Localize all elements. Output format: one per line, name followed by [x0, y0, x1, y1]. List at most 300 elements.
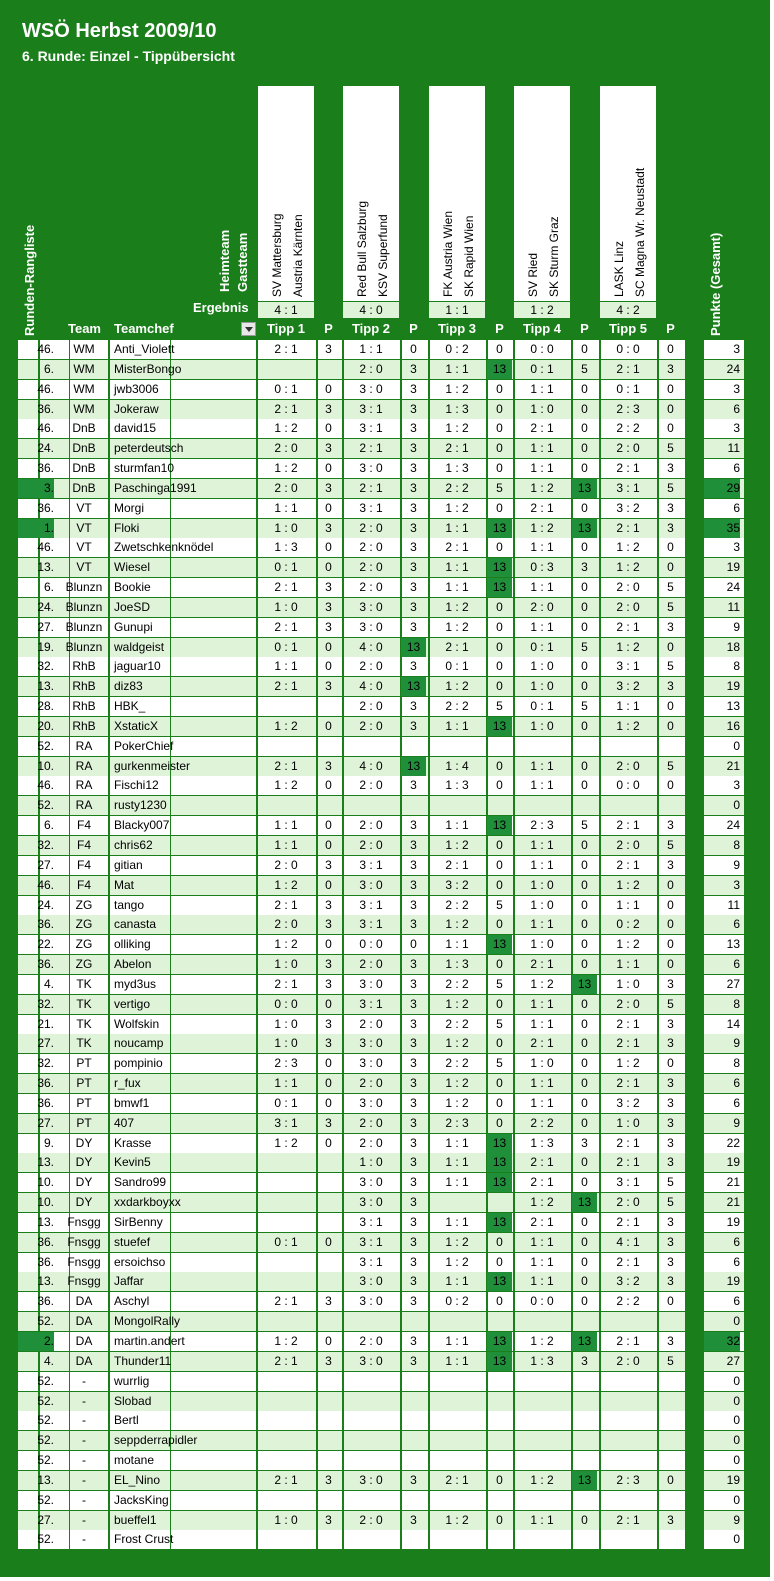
tipp-cell: 0 : 1 — [530, 362, 554, 376]
tipp-cell — [258, 1372, 314, 1391]
points-cell: 5 — [496, 977, 503, 991]
tipp-cell: 2 : 1 — [616, 1215, 640, 1229]
points-cell: 0 — [496, 957, 503, 971]
teamchef-cell: HBK_ — [114, 699, 146, 713]
team-cell: RA — [75, 759, 93, 773]
teamchef-cell: Wolfskin — [114, 1017, 160, 1031]
points-cell — [487, 1491, 512, 1510]
teamchef-cell: Floki — [114, 521, 140, 535]
team-cell: ZG — [75, 917, 93, 931]
teamchef-cell: david15 — [114, 421, 157, 435]
tipp-cell: 0 : 2 — [445, 342, 469, 356]
rank-cell: 36. — [37, 501, 54, 515]
points-cell: 3 — [410, 1215, 417, 1229]
total-points-cell: 6 — [733, 1235, 740, 1249]
team-cell: VT — [76, 560, 92, 574]
points-cell: 0 — [496, 778, 503, 792]
tipp-cell: 1 : 0 — [274, 600, 298, 614]
tipp-cell — [343, 1411, 399, 1430]
tipp-cell: 3 : 0 — [359, 1195, 383, 1209]
tipp-cell: 0 : 2 — [616, 917, 640, 931]
teamchef-cell: jwb3006 — [114, 382, 159, 396]
points-cell: 3 — [667, 1255, 674, 1269]
points-cell: 0 — [325, 501, 332, 515]
tipp-cell — [514, 737, 570, 756]
total-points-cell: 21 — [726, 759, 740, 773]
team-cell: - — [82, 1473, 86, 1487]
tipp-cell: 2 : 1 — [359, 481, 383, 495]
teamchef-cell: Abelon — [114, 957, 152, 971]
tipp-cell: 3 : 0 — [359, 620, 383, 634]
points-cell — [316, 1173, 341, 1192]
tipp-cell: 2 : 0 — [359, 1017, 383, 1031]
tipp-cell: 1 : 2 — [445, 600, 469, 614]
tipp-cell: 0 : 0 — [616, 342, 640, 356]
rank-cell: 6. — [43, 818, 54, 832]
points-cell: 13 — [487, 1134, 512, 1153]
team-cell: Blunzn — [65, 600, 103, 614]
points-cell: 3 — [325, 481, 332, 495]
teamchef-cell: Gunupi — [114, 620, 153, 634]
tipp-cell: 1 : 1 — [530, 441, 554, 455]
rank-cell: 13. — [37, 679, 54, 693]
tipp-cell: 3 : 1 — [359, 858, 383, 872]
rank-cell: 52. — [37, 1433, 54, 1447]
points-cell: 0 — [581, 838, 588, 852]
away-team-label: SK Rapid Wien — [462, 215, 476, 297]
tipp-cell: 0 : 0 — [616, 778, 640, 792]
tipp-cell: 4 : 1 — [616, 1235, 640, 1249]
points-cell: 3 — [410, 1473, 417, 1487]
points-cell — [572, 1372, 597, 1391]
points-cell: 13 — [487, 558, 512, 577]
rank-cell: 10. — [37, 759, 54, 773]
rank-cell: 46. — [37, 778, 54, 792]
tipp-cell: 2 : 0 — [359, 560, 383, 574]
tipp-cell: 2 : 0 — [616, 441, 640, 455]
teamchef-cell: noucamp — [114, 1036, 164, 1050]
tipp-cell: 2 : 0 — [530, 600, 554, 614]
total-points-cell: 6 — [733, 501, 740, 515]
points-cell: 13 — [572, 1193, 597, 1212]
team-cell: VT — [76, 540, 92, 554]
points-cell: 13 — [401, 638, 426, 657]
tipp-cell — [429, 1431, 485, 1450]
game-header-box — [258, 86, 314, 301]
tipp-cell: 2 : 2 — [616, 1294, 640, 1308]
points-cell — [572, 1312, 597, 1331]
tipp-cell: 1 : 2 — [530, 481, 554, 495]
tipp-cell: 1 : 1 — [445, 560, 469, 574]
points-cell: 0 — [581, 382, 588, 396]
teamchef-cell: olliking — [114, 937, 151, 951]
team-cell: WM — [73, 362, 95, 376]
points-cell: 3 — [410, 818, 417, 832]
points-cell: 3 — [667, 1235, 674, 1249]
tipp-cell — [343, 796, 399, 815]
tipp-cell: 2 : 0 — [274, 917, 298, 931]
points-cell: 0 — [410, 937, 417, 951]
team-cell: DA — [75, 1354, 93, 1368]
tipp-cell: 3 : 2 — [616, 679, 640, 693]
filter-dropdown-icon[interactable] — [241, 322, 256, 336]
points-cell: 3 — [410, 878, 417, 892]
tipp-cell: 1 : 0 — [616, 977, 640, 991]
team-cell: Fnsgg — [67, 1235, 101, 1249]
teamchef-cell: Blacky007 — [114, 818, 170, 832]
points-cell — [401, 1372, 426, 1391]
total-points-cell: 21 — [726, 1175, 740, 1189]
points-cell: 0 — [496, 1076, 503, 1090]
total-points-cell: 6 — [733, 1255, 740, 1269]
points-cell: 3 — [410, 1334, 417, 1348]
points-cell: 0 — [496, 640, 503, 654]
points-cell: 13 — [487, 360, 512, 379]
tipp-cell: 1 : 0 — [530, 659, 554, 673]
tipp-cell: 0 : 1 — [616, 382, 640, 396]
tipp-cell: 1 : 1 — [445, 1334, 469, 1348]
points-cell — [316, 1213, 341, 1232]
tipp-cell: 1 : 1 — [445, 719, 469, 733]
tipp-cell: 1 : 2 — [445, 1076, 469, 1090]
points-cell — [658, 796, 683, 815]
tipp-cell — [600, 1372, 656, 1391]
total-points-cell: 3 — [733, 421, 740, 435]
tipp-cell: 2 : 0 — [359, 1334, 383, 1348]
points-cell: 0 — [325, 838, 332, 852]
tipp-cell: 1 : 1 — [530, 1096, 554, 1110]
points-cell: 0 — [496, 878, 503, 892]
tipp-cell: 1 : 2 — [445, 1255, 469, 1269]
tipp-cell: 2 : 1 — [274, 759, 298, 773]
team-cell: DA — [75, 1294, 93, 1308]
points-cell: 0 — [667, 957, 674, 971]
tipp-cell: 1 : 2 — [530, 521, 554, 535]
points-cell: 3 — [667, 461, 674, 475]
points-cell: 0 — [581, 1235, 588, 1249]
total-points-cell: 0 — [733, 798, 740, 812]
points-cell: 0 — [667, 540, 674, 554]
teamchef-cell: bmwf1 — [114, 1096, 150, 1110]
rank-cell: 24. — [37, 898, 54, 912]
tipp-cell: 0 : 1 — [274, 1235, 298, 1249]
rank-cell: 6. — [43, 580, 54, 594]
points-cell: 3 — [325, 977, 332, 991]
points-cell: 5 — [667, 600, 674, 614]
total-points-cell: 0 — [733, 1433, 740, 1447]
team-cell: DY — [75, 1175, 93, 1189]
teamchef-cell: gitian — [114, 858, 143, 872]
points-cell: 0 — [496, 342, 503, 356]
rank-cell: 32. — [37, 997, 54, 1011]
points-cell: 0 — [581, 1017, 588, 1031]
points-cell: 3 — [410, 1096, 417, 1110]
tipp-cell: 1 : 2 — [274, 778, 298, 792]
points-cell: 0 — [496, 759, 503, 773]
points-cell: 5 — [581, 362, 588, 376]
team-cell: RhB — [72, 699, 96, 713]
tipp-cell: 2 : 0 — [359, 1513, 383, 1527]
points-cell: 3 — [410, 461, 417, 475]
teamchef-cell: Wiesel — [114, 560, 151, 574]
tipp-cell: 2 : 1 — [616, 1136, 640, 1150]
rank-cell: 36. — [37, 917, 54, 931]
points-cell: 3 — [667, 1116, 674, 1130]
tipp-cell: 1 : 3 — [445, 461, 469, 475]
teamchef-cell: seppderrapidler — [114, 1433, 198, 1447]
rank-cell: 52. — [37, 1314, 54, 1328]
tipp-cell: 1 : 0 — [530, 402, 554, 416]
rank-cell: 20. — [37, 719, 54, 733]
team-cell: DnB — [72, 441, 96, 455]
rank-cell: 36. — [37, 402, 54, 416]
tipp-cell: 2 : 1 — [616, 1334, 640, 1348]
tipp-cell: 1 : 1 — [445, 521, 469, 535]
tipp-cell: 1 : 1 — [445, 937, 469, 951]
points-cell: 5 — [667, 997, 674, 1011]
points-cell: 0 — [496, 917, 503, 931]
team-cell: TK — [76, 1036, 92, 1050]
team-cell: DA — [75, 1314, 93, 1328]
points-cell: 3 — [410, 560, 417, 574]
tipp-cell: 2 : 2 — [616, 421, 640, 435]
tipp-cell: 4 : 0 — [359, 759, 383, 773]
tipp-cell: 1 : 3 — [445, 778, 469, 792]
total-points-cell: 6 — [733, 1096, 740, 1110]
tipp-cell: 2 : 1 — [274, 679, 298, 693]
points-cell — [316, 1411, 341, 1430]
total-points-cell: 0 — [733, 1314, 740, 1328]
tipp-cell: 1 : 1 — [530, 1513, 554, 1527]
points-cell — [658, 1431, 683, 1450]
rank-cell: 36. — [37, 1294, 54, 1308]
points-cell: 0 — [325, 461, 332, 475]
teamchef-cell: XstaticX — [114, 719, 159, 733]
tipp-cell: 1 : 2 — [530, 1195, 554, 1209]
rank-cell: 9. — [43, 1136, 54, 1150]
total-points-cell: 9 — [733, 1116, 740, 1130]
tipp-cell: 2 : 1 — [445, 540, 469, 554]
rank-cell: 1. — [18, 519, 54, 538]
home-team-label: SV Ried — [526, 252, 540, 297]
points-cell — [401, 796, 426, 815]
points-cell: 0 — [581, 1116, 588, 1130]
points-cell — [487, 1372, 512, 1391]
team-cell: F4 — [76, 858, 91, 872]
points-cell: 0 — [496, 1473, 503, 1487]
tipp-cell — [258, 1272, 314, 1291]
points-cell: 0 — [581, 659, 588, 673]
tipp-cell: 1 : 0 — [274, 1017, 298, 1031]
tipp-cell: 2 : 0 — [274, 858, 298, 872]
points-cell — [316, 1253, 341, 1272]
rank-cell: 46. — [37, 342, 54, 356]
points-cell: 3 — [410, 1195, 417, 1209]
tipp-cell: 1 : 0 — [530, 679, 554, 693]
tipp-cell — [600, 1491, 656, 1510]
tipp-cell — [514, 1392, 570, 1411]
points-cell: 3 — [410, 421, 417, 435]
points-cell: 3 — [667, 818, 674, 832]
teamchef-cell: diz83 — [114, 679, 143, 693]
tipp-cell: 0 : 1 — [445, 659, 469, 673]
rank-cell: 28. — [37, 699, 54, 713]
total-points-cell: 27 — [726, 977, 740, 991]
points-cell: 0 — [581, 1056, 588, 1070]
team-cell: F4 — [76, 838, 91, 852]
tipp-cell — [429, 1372, 485, 1391]
rank-cell: 6. — [43, 362, 54, 376]
team-cell: RA — [75, 798, 93, 812]
game-result: 1 : 2 — [514, 302, 570, 318]
total-points-cell: 11 — [727, 898, 740, 912]
points-cell — [316, 1153, 341, 1172]
points-cell — [572, 1451, 597, 1470]
tipp-cell: 3 : 0 — [359, 1175, 383, 1189]
points-cell: 3 — [667, 1136, 674, 1150]
points-cell: 0 — [667, 778, 674, 792]
points-cell — [316, 1451, 341, 1470]
tipp-cell: 2 : 1 — [530, 1215, 554, 1229]
tipp-cell — [258, 737, 314, 756]
team-cell: - — [82, 1513, 86, 1527]
game-header-box — [514, 86, 570, 301]
points-cell — [658, 737, 683, 756]
tipp-cell — [343, 1530, 399, 1549]
teamchef-cell: MisterBongo — [114, 362, 182, 376]
total-points-cell: 0 — [733, 1453, 740, 1467]
tipp-cell: 1 : 1 — [359, 342, 383, 356]
team-cell: PT — [76, 1076, 92, 1090]
rank-cell: 27. — [37, 1116, 54, 1130]
rank-cell: 52. — [37, 739, 54, 753]
team-cell: Blunzn — [65, 620, 103, 634]
total-points-cell: 3 — [733, 382, 740, 396]
teamchef-cell: motane — [114, 1453, 155, 1467]
teamchef-cell: Krasse — [114, 1136, 152, 1150]
tipp-cell — [258, 1213, 314, 1232]
teamchef-cell: chris62 — [114, 838, 153, 852]
points-cell: 0 — [667, 1056, 674, 1070]
tipp-cell: 1 : 0 — [616, 1116, 640, 1130]
rank-cell: 10. — [37, 1175, 54, 1189]
tipp-cell — [429, 1312, 485, 1331]
team-cell: - — [82, 1413, 86, 1427]
points-cell: 3 — [581, 1136, 588, 1150]
rank-cell: 36. — [37, 1255, 54, 1269]
points-header: P — [409, 321, 418, 336]
home-team-label: LASK Linz — [612, 240, 626, 297]
teamchef-cell: 407 — [114, 1116, 135, 1130]
points-cell — [572, 1530, 597, 1549]
points-cell: 3 — [325, 521, 332, 535]
tipp-cell — [429, 1491, 485, 1510]
points-cell — [316, 360, 341, 379]
total-points-cell: 6 — [733, 957, 740, 971]
points-cell — [658, 1491, 683, 1510]
tipp-cell: 1 : 0 — [530, 719, 554, 733]
tipp-cell: 3 : 1 — [616, 481, 640, 495]
total-points-cell: 11 — [727, 441, 740, 455]
points-cell: 3 — [325, 917, 332, 931]
points-cell: 3 — [667, 1334, 674, 1348]
points-cell: 0 — [496, 1096, 503, 1110]
tipp-cell: 3 : 0 — [359, 878, 383, 892]
teamchef-cell: MongolRally — [114, 1314, 181, 1328]
points-cell: 0 — [325, 719, 332, 733]
tipp-cell: 3 : 1 — [359, 1255, 383, 1269]
points-cell: 0 — [496, 679, 503, 693]
points-cell: 3 — [410, 362, 417, 376]
points-cell: 13 — [487, 578, 512, 597]
total-points-cell: 9 — [733, 858, 740, 872]
total-points-cell: 14 — [726, 1017, 740, 1031]
total-points-cell: 19 — [726, 1155, 740, 1169]
tipp-cell: 1 : 1 — [530, 1076, 554, 1090]
total-points-cell: 19 — [726, 1274, 740, 1288]
total-points-cell: 8 — [733, 1056, 740, 1070]
points-cell: 0 — [581, 1274, 588, 1288]
total-points-cell: 8 — [733, 997, 740, 1011]
total-points-cell: 19 — [726, 1473, 740, 1487]
total-points-cell: 6 — [733, 1294, 740, 1308]
away-team-label: SK Sturm Graz — [547, 216, 561, 297]
points-cell: 3 — [667, 1274, 674, 1288]
points-cell: 3 — [325, 1017, 332, 1031]
total-points-cell: 6 — [733, 461, 740, 475]
total-points-cell: 0 — [733, 1394, 740, 1408]
page-title: WSÖ Herbst 2009/10 — [22, 20, 217, 42]
teamchef-cell: myd3us — [114, 977, 157, 991]
points-cell: 3 — [410, 580, 417, 594]
points-cell: 0 — [667, 699, 674, 713]
tipp-cell: 3 : 0 — [359, 1294, 383, 1308]
teamchef-cell: Fischi12 — [114, 778, 159, 792]
points-cell: 0 — [496, 501, 503, 515]
tipp-cell: 1 : 2 — [616, 540, 640, 554]
tipp-cell: 1 : 1 — [530, 858, 554, 872]
points-cell — [487, 1530, 512, 1549]
tipp-cell: 1 : 2 — [616, 719, 640, 733]
points-cell — [658, 1392, 683, 1411]
tipp-cell: 1 : 1 — [274, 659, 298, 673]
points-cell: 0 — [667, 878, 674, 892]
tipp-cell — [343, 1431, 399, 1450]
tipp-cell: 1 : 1 — [445, 818, 469, 832]
tipp-cell — [514, 1431, 570, 1450]
tipp-cell: 2 : 1 — [616, 461, 640, 475]
team-cell: Fnsgg — [67, 1255, 101, 1269]
points-cell: 0 — [667, 917, 674, 931]
points-cell: 3 — [325, 402, 332, 416]
tipp-header: Tipp 2 — [351, 321, 391, 336]
points-cell — [487, 737, 512, 756]
tipp-cell: 1 : 1 — [445, 1175, 469, 1189]
team-cell: F4 — [76, 878, 91, 892]
tipp-cell: 1 : 2 — [274, 1136, 298, 1150]
points-cell: 3 — [410, 382, 417, 396]
points-cell: 5 — [667, 838, 674, 852]
tipp-cell: 1 : 1 — [445, 1274, 469, 1288]
points-cell: 3 — [410, 778, 417, 792]
tipp-cell — [514, 1530, 570, 1549]
teamchef-cell: Thunder11 — [114, 1354, 172, 1368]
tipp-cell — [343, 1372, 399, 1391]
tipp-cell: 2 : 1 — [274, 620, 298, 634]
tipp-cell: 1 : 2 — [616, 1056, 640, 1070]
total-points-cell: 3 — [733, 878, 740, 892]
points-cell — [316, 1431, 341, 1450]
